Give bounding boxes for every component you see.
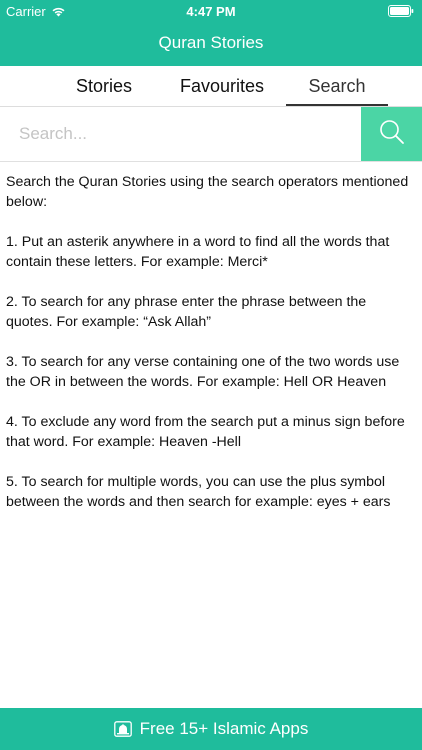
instruction-rule-4: 4. To exclude any word from the search put a minus sign before that word. For example: Heaven -Hell	[6, 414, 405, 450]
tab-bar	[0, 66, 422, 106]
instruction-rule-2: 2. To search for any phrase enter the phrase between the quotes. For example: “Ask Allah”	[6, 294, 367, 330]
clock: 4:47 PM	[186, 4, 236, 19]
search-row	[0, 107, 422, 161]
status-bar	[0, 0, 422, 22]
search-input[interactable]	[0, 107, 360, 161]
instruction-rule-5: 5. To search for multiple words, you can use the plus symbol between the words and then search for example: eyes + ears	[6, 474, 391, 510]
instruction-rule-1: 1. Put an asterik anywhere in a word to find all the words that contain these letters. For example: Merci*	[6, 234, 390, 270]
search-button[interactable]	[361, 107, 422, 161]
search-icon	[378, 118, 406, 151]
search-divider	[0, 161, 422, 162]
carrier-label: Carrier	[6, 4, 46, 19]
instruction-rule-3: 3. To search for any verse containing one of the two words use the OR in between the words. For example: Hell OR Heaven	[6, 354, 400, 390]
banner-label: Free 15+ Islamic Apps	[139, 719, 309, 738]
mosque-icon	[114, 721, 132, 737]
tab-search[interactable]: Search	[286, 66, 388, 106]
instructions-intro: Search the Quran Stories using the search operators mentioned below:	[6, 174, 409, 210]
battery-icon	[388, 5, 414, 20]
tabs-spacer	[388, 66, 422, 106]
header	[0, 0, 422, 66]
tab-stories[interactable]: Stories	[75, 76, 133, 96]
page-title: Quran Stories	[158, 33, 264, 52]
search-instructions	[6, 172, 416, 532]
tab-favourites[interactable]: Favourites	[179, 76, 265, 96]
promo-banner[interactable]	[0, 708, 422, 750]
